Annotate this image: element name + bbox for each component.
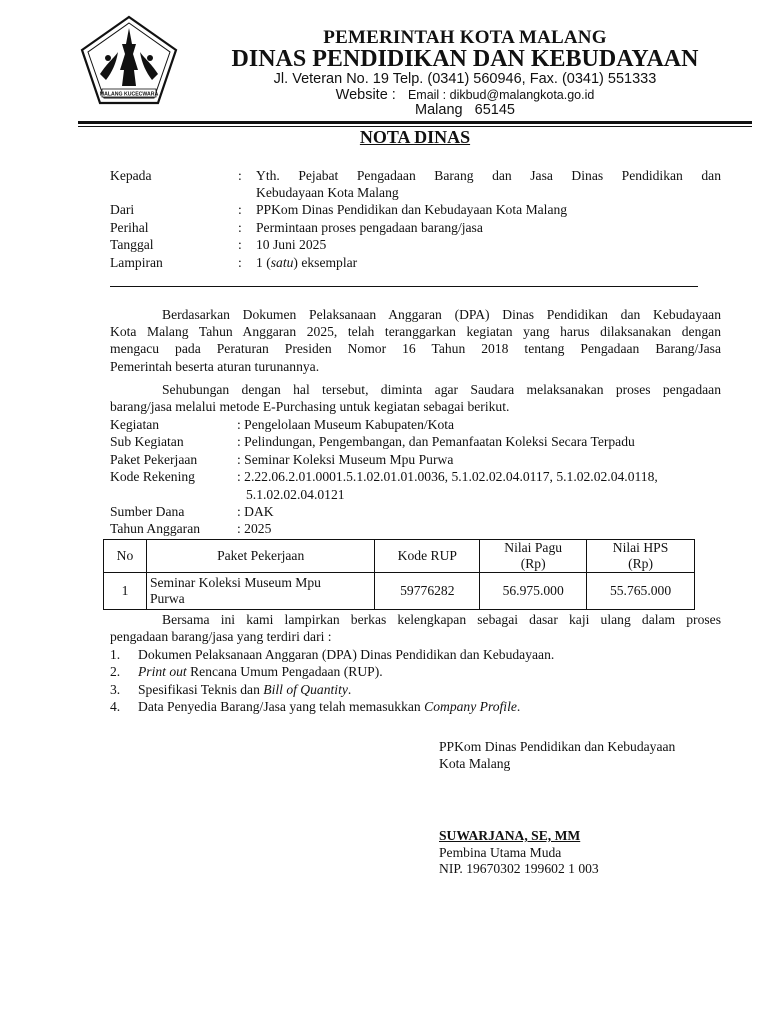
activity-value: : Pelindungan, Pengembangan, dan Pemanfaatan Koleksi Secara Terpadu [237, 434, 635, 449]
table-row [104, 573, 695, 610]
list-tail: . [516, 699, 521, 714]
table-header [480, 540, 587, 573]
city-emblem-logo [78, 14, 180, 106]
list-tail: . [347, 682, 352, 697]
list-item [138, 681, 351, 698]
paragraph-line: pengadaan barang/jasa yang terdiri dari : [110, 629, 332, 645]
letterhead-agency: DINAS PENDIDIKAN DAN KEBUDAYAAN [231, 46, 699, 72]
field-label-kepada: Kepada [110, 168, 152, 183]
activity-label: Paket Pekerjaan [110, 452, 198, 467]
field-label-lampiran: Lampiran [110, 255, 163, 270]
activity-value: : Seminar Koleksi Museum Mpu Purwa [237, 452, 454, 467]
list-number: 1. [110, 647, 121, 662]
header-text: Nilai Pagu [504, 540, 563, 555]
activity-label: Kode Rekening [110, 469, 195, 484]
field-value-perihal: Permintaan proses pengadaan barang/jasa [256, 220, 483, 235]
paragraph-attachments [110, 611, 721, 645]
list-text: Spesifikasi Teknis dan [138, 682, 264, 697]
list-item: Dokumen Pelaksanaan Anggaran (DPA) Dinas Pendidikan dan Kebudayaan. [138, 647, 555, 662]
signer-org-line2: Kota Malang [439, 756, 511, 771]
field-value-tanggal: 10 Juni 2025 [256, 237, 327, 252]
letterhead-rule-thick [78, 121, 752, 124]
header-text: Nilai HPS [612, 540, 669, 555]
signer-name: SUWARJANA, SE, MM [439, 828, 581, 843]
letterhead-contact [185, 87, 745, 103]
paragraph-line: mengacu pada Peraturan Presiden Nomor 16 Tahun 2018 tentang Pengadaan Barang/Jasa [110, 341, 721, 357]
table-header: Kode RUP [375, 540, 480, 573]
paragraph-line: Berdasarkan Dokumen Pelaksanaan Anggaran (DPA) Dinas Pendidikan dan Kebudayaan [162, 307, 721, 322]
list-text: Data Penyedia Barang/Jasa yang telah memasukkan [138, 699, 425, 714]
paragraph-line: Pemerintah beserta aturan turunannya. [110, 358, 320, 374]
header-divider [110, 286, 698, 287]
letterhead-government: PEMERINTAH KOTA MALANG [323, 27, 607, 48]
activity-label: Sumber Dana [110, 504, 185, 519]
table-header: Paket Pekerjaan [146, 540, 374, 573]
list-number: 2. [110, 664, 121, 679]
table-cell-paket [146, 573, 374, 610]
paragraph-line: Bersama ini kami lampirkan berkas kelengkapan sebagai dasar kaji ulang dalam proses [162, 612, 721, 627]
list-item [138, 663, 383, 680]
field-label-perihal: Perihal [110, 220, 149, 235]
field-value-lampiran [256, 254, 357, 271]
website-label: Website : [335, 87, 396, 103]
table-header-row [104, 540, 695, 573]
field-colon: : [238, 202, 242, 217]
signer-nip: NIP. 19670302 199602 1 003 [439, 861, 599, 876]
field-colon: : [238, 168, 242, 183]
field-value-kepada-1: Yth. Pejabat Pengadaan Barang dan Jasa Dinas Pendidikan dan [256, 168, 721, 183]
activity-value: : DAK [237, 504, 274, 519]
paragraph-intro [110, 306, 721, 375]
document-title: NOTA DINAS [359, 127, 471, 147]
letterhead-address: Jl. Veteran No. 19 Telp. (0341) 560946, Fax. (0341) 551333 [273, 71, 657, 87]
field-label-tanggal: Tanggal [110, 237, 154, 252]
procurement-table [103, 539, 695, 610]
list-italic: Bill of Quantity [263, 682, 348, 697]
header-text: (Rp) [628, 556, 653, 571]
table-header [587, 540, 695, 573]
activity-value: : 2.22.06.2.01.0001.5.1.02.01.01.0036, 5.1.02.02.04.0117, 5.1.02.02.04.0118, [237, 469, 658, 484]
field-label-dari: Dari [110, 202, 135, 217]
email-text: Email : dikbud@malangkota.go.id [407, 88, 595, 102]
paragraph-request [110, 381, 721, 415]
table-header: No [104, 540, 147, 573]
signer-rank: Pembina Utama Muda [439, 845, 562, 860]
activity-value-cont: 5.1.02.02.04.0121 [246, 487, 345, 502]
field-colon: : [238, 255, 242, 270]
table-cell-kode-rup: 59776282 [375, 573, 480, 610]
table-cell-hps: 55.765.000 [587, 573, 695, 610]
lampiran-italic: satu [270, 255, 294, 270]
paragraph-line: Sehubungan dengan hal tersebut, diminta agar Saudara melaksanakan proses pengadaan [162, 382, 721, 397]
field-value-kepada-2: Kebudayaan Kota Malang [256, 185, 399, 200]
lampiran-pre: 1 ( [256, 255, 271, 270]
cell-text: Seminar Koleksi Museum Mpu [149, 575, 321, 590]
activity-value: : Pengelolaan Museum Kabupaten/Kota [237, 417, 455, 432]
list-number: 4. [110, 699, 121, 714]
field-colon: : [238, 220, 242, 235]
activity-label: Sub Kegiatan [110, 434, 184, 449]
activity-label: Kegiatan [110, 417, 160, 432]
activity-label: Tahun Anggaran [110, 521, 201, 536]
list-italic: Company Profile [424, 699, 517, 714]
paragraph-line: Kota Malang Tahun Anggaran 2025, telah teranggarkan kegiatan yang harus dilaksanakan dengan [110, 324, 721, 340]
lampiran-post: ) eksemplar [293, 255, 358, 270]
activity-value: : 2025 [237, 521, 272, 536]
table-cell-no: 1 [104, 573, 147, 610]
list-number: 3. [110, 682, 121, 697]
field-value-dari: PPKom Dinas Pendidikan dan Kebudayaan Kota Malang [256, 202, 568, 217]
header-text: (Rp) [520, 556, 546, 571]
field-colon: : [238, 237, 242, 252]
signer-org-line1: PPKom Dinas Pendidikan dan Kebudayaan [439, 739, 676, 754]
cell-text: Purwa [149, 591, 185, 606]
paragraph-line: barang/jasa melalui metode E-Purchasing untuk kegiatan sebagai berikut. [110, 399, 510, 415]
list-text: Rencana Umum Pengadaan (RUP). [186, 664, 383, 679]
list-item [138, 698, 520, 715]
table-cell-pagu: 56.975.000 [480, 573, 587, 610]
letterhead-city: Malang 65145 [415, 102, 515, 118]
logo-motto: MALANG KUCECWARA [99, 91, 159, 98]
list-italic: Print out [138, 664, 187, 679]
